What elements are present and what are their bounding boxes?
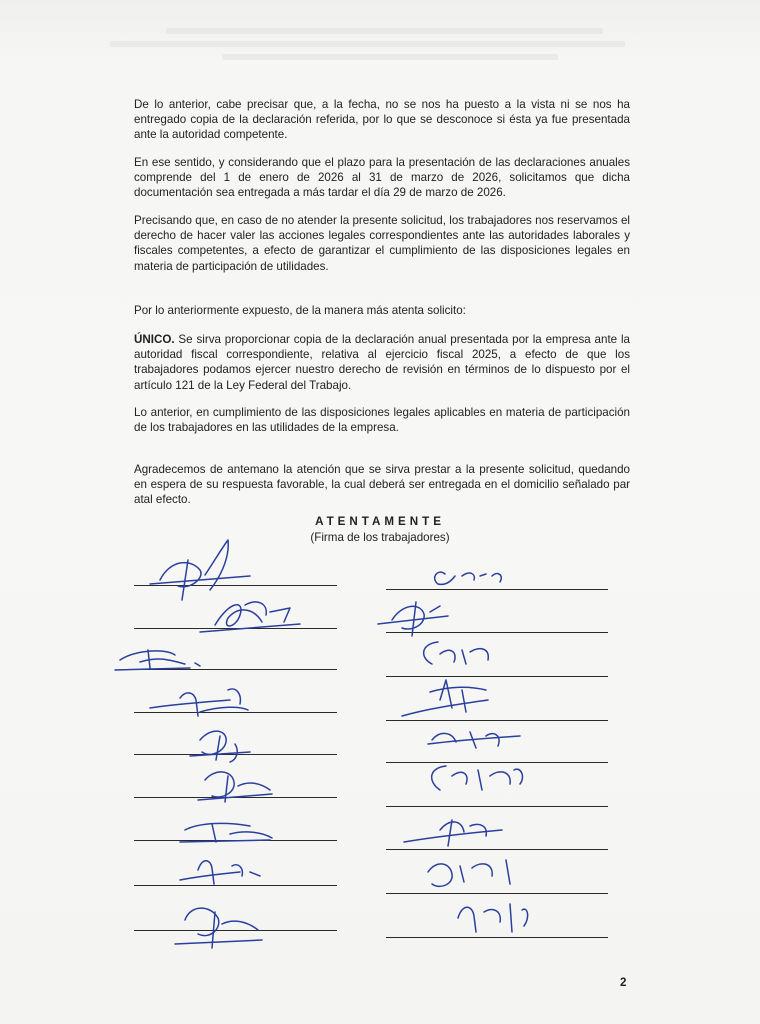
signature-mark [402, 680, 488, 716]
paragraph-text: Agradecemos de antemano la atención que se sirva prestar a la presente solicitud, quedando en espera de su respuesta favorable, la cual deberá ser entregada en el domicilio señalado par atal efecto. [134, 463, 630, 507]
signature-mark [150, 689, 248, 716]
signature-mark [458, 904, 528, 932]
signature-mark [115, 650, 200, 670]
paragraph-text: En ese sentido, y considerando que el plazo para la presentación de las declaraciones anuales comprende del 1 de enero de 2026 al 31 de marzo de 2026, solicitamos que dicha documentación sea entregada a más tardar el día 29 de marzo de 2026. [134, 156, 630, 200]
signature-mark [180, 861, 260, 884]
signature-mark [198, 772, 272, 802]
signature-mark [432, 766, 523, 790]
paragraph-text: De lo anterior, cabe precisar que, a la fecha, no se nos ha puesto a la vista ni se nos ha entregado copia de la declaración referida, por lo que se desconoce si ésta ya fue presentada ante la autoridad competente. [134, 98, 630, 142]
signature-mark [175, 908, 262, 948]
paragraph-text: Precisando que, en caso de no atender la presente solicitud, los trabajadores nos reservamos el derecho de hacer valer las acciones legales correspondientes ante las autoridades laborales y fiscales competentes, a efecto de garantizar el cumplimiento de las disposiciones legales en materia de participación de utilidades. [134, 214, 630, 273]
signature-mark [200, 602, 300, 632]
signature-mark [378, 602, 448, 636]
signature-mark [190, 731, 250, 762]
page-number: 2 [620, 976, 627, 989]
closing-title: ATENTAMENTE [315, 515, 445, 528]
paragraph-text: Por lo anteriormente expuesto, de la manera más atenta solicito: [134, 304, 466, 317]
signature-mark [424, 642, 489, 664]
signature-mark [428, 732, 520, 748]
signature-mark [150, 540, 250, 600]
signature-mark [435, 572, 502, 584]
signature-mark [404, 820, 502, 846]
closing-subtitle: (Firma de los trabajadores) [310, 531, 450, 544]
paragraph-text: Se sirva proporcionar copia de la declaración anual presentada por la empresa ante la autoridad fiscal correspondiente, relativa al ejercicio fiscal 2025, a efecto de que los trabajadores podamos ejercer nuestro derecho de revisión en términos de lo dispuesto por el artículo 121 de la Ley Federal del Trabajo. [134, 333, 630, 392]
paragraph-text: Lo anterior, en cumplimiento de las disposiciones legales aplicables en materia de participación de los trabajadores en las utilidades de la empresa. [134, 406, 630, 435]
signature-mark [428, 860, 510, 886]
paragraph-lead: ÚNICO. [134, 333, 175, 346]
signature-mark [180, 823, 272, 842]
